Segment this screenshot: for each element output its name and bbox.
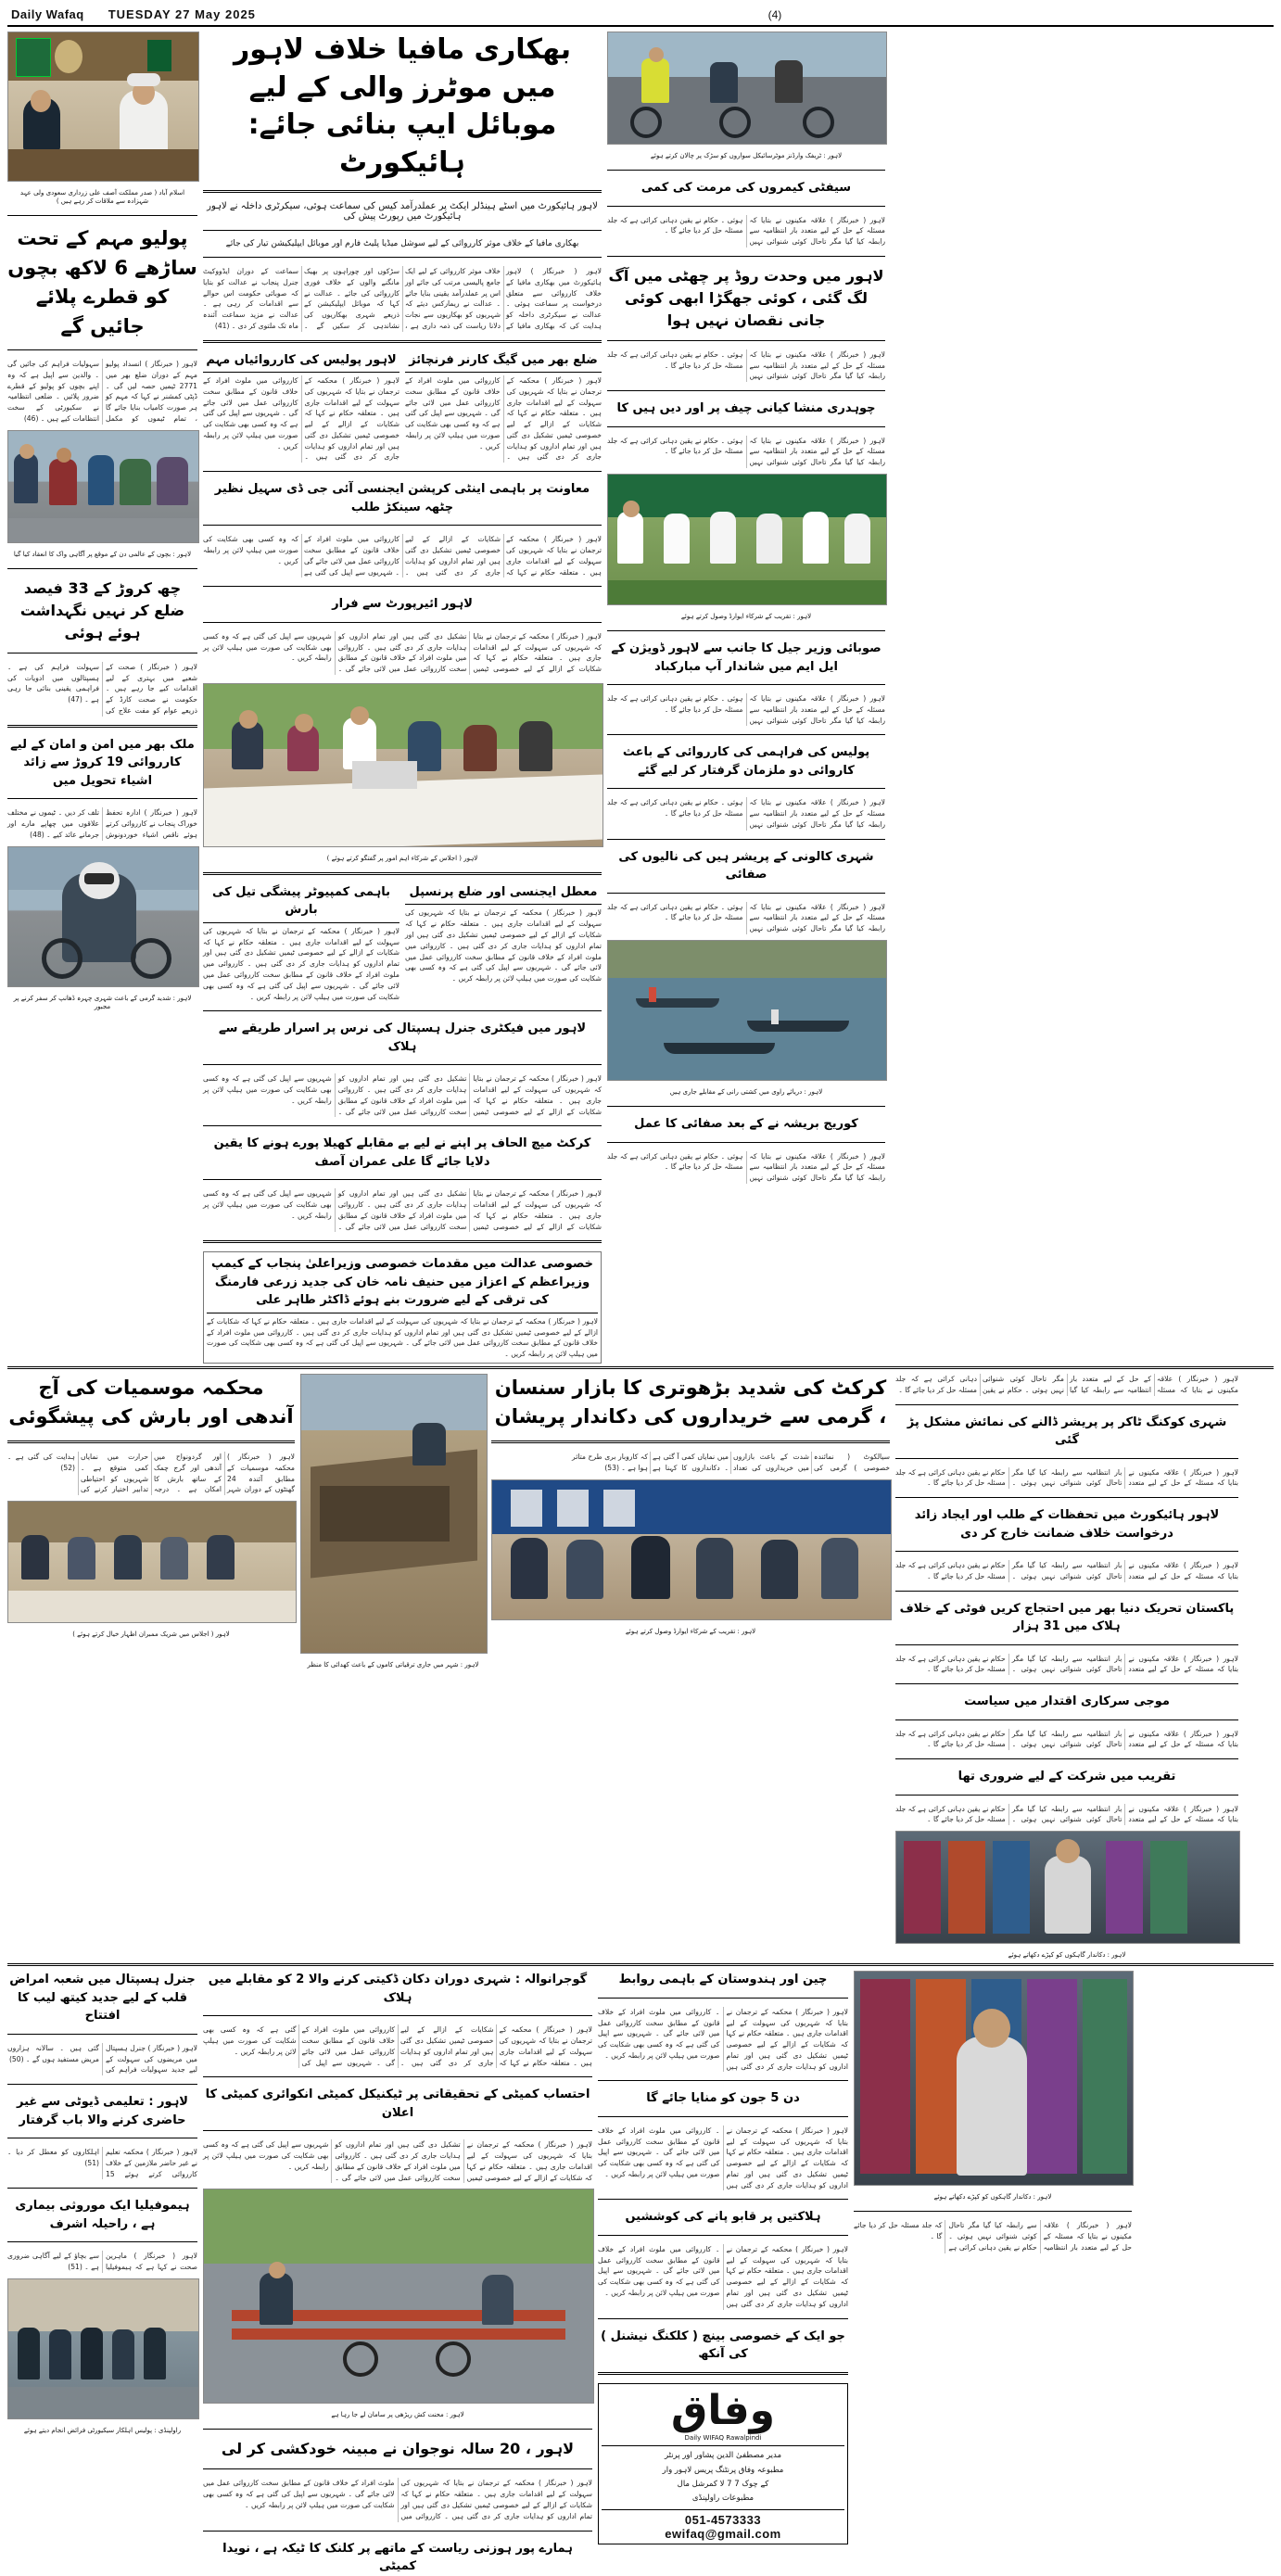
caption-cloth-seller: لاہور : دکاندار گاہکوں کو کپڑے دکھاتے ہوئے — [933, 2193, 1052, 2202]
photo-traffic-wardens — [607, 32, 887, 145]
photo-cloth-seller — [854, 1971, 1134, 2186]
article-rain: لاہور ( خبرنگار ) محکمہ کے ترجمان نے بتایا کہ شہریوں کی سہولت کے لیے اقدامات جاری ہیں ۔ متعلقہ حکام نے کہا کہ شکایات کے ازالے کے لیے خصوصی ٹیمیں تشکیل دی گئی ہیں اور تمام اداروں کو ہدایات جاری کر دی گئی ہیں ۔ کارروائی میں ملوث افراد کے خلاف قانون کے مطابق سخت کارروائی عمل میں لائی جائے گی ۔ شہریوں سے اپیل کی گئی ہے کہ وہ کسی بھی شکایت کی صورت میں ہیلپ لائن پر رابطہ کریں ۔ — [203, 926, 400, 1001]
article-politics: لاہور ( خبرنگار ) علاقہ مکینوں نے بتایا کہ مسئلہ کے حل کے لیے متعدد بار انتظامیہ سے رابطہ کیا گیا مگر تاحال کوئی شنوائی نہیں ہوئی ۔ حکام نے یقین دہانی کرائی ہے کہ جلد مسئلہ حل کر دیا جائے گا ۔ — [895, 1729, 1238, 1749]
article-sanitation: لاہور ( خبرنگار ) علاقہ مکینوں نے بتایا کہ مسئلہ کے حل کے لیے متعدد بار انتظامیہ سے رابطہ کیا گیا مگر تاحال کوئی شنوائی نہیں ہوئی ۔ حکام نے یقین دہانی کرائی ہے کہ جلد مسئلہ حل کر دیا جائے گا ۔ — [607, 902, 885, 933]
imprint-line-3: کے چوک 7 7 لا کمرشل مال — [677, 2479, 769, 2489]
article-airport: لاہور ( خبرنگار ) محکمہ کے ترجمان نے بتایا کہ شہریوں کی سہولت کے لیے اقدامات جاری ہیں ۔ متعلقہ حکام نے کہا کہ شکایات کے ازالے کے لیے خصوصی ٹیمیں تشکیل دی گئی ہیں اور تمام اداروں کو ہدایات جاری کر دی گئی ہیں ۔ کارروائی میں ملوث افراد کے خلاف قانون کے مطابق سخت کارروائی عمل میں لائی جائے گی ۔ شہریوں سے اپیل کی گئی ہے کہ وہ کسی بھی شکایت کی صورت میں ہیلپ لائن پر رابطہ کریں ۔ — [203, 631, 602, 674]
headline-china-india: چین اور ہندوستان کے باہمی روابط — [618, 1973, 828, 1987]
article-china-india: لاہور ( خبرنگار ) محکمہ کے ترجمان نے بتایا کہ شہریوں کی سہولت کے لیے اقدامات جاری ہیں ۔ متعلقہ حکام نے کہا کہ شکایات کے ازالے کے لیے خصوصی ٹیمیں تشکیل دی گئی ہیں اور تمام اداروں کو ہدایات جاری کر دی گئی ہیں ۔ کارروائی میں ملوث افراد کے خلاف قانون کے مطابق سخت کارروائی عمل میں لائی جائے گی ۔ شہریوں سے اپیل کی گئی ہے کہ وہ کسی بھی شکایت کی صورت میں ہیلپ لائن پر رابطہ کریں ۔ — [598, 2007, 848, 2071]
headline-principal: معطل ایجنسی اور ضلع پرنسپل — [409, 884, 598, 899]
bottom-mid-column — [203, 1971, 592, 2575]
wafaq-logo-sub: Daily WIFAQ Rawalpindi — [684, 2433, 762, 2442]
imprint-line-2: مطبوعہ وفاق پرنٹنگ پریس لاہور وار — [662, 2465, 784, 2475]
headline-accountability: احتساب کمیٹی کے تحقیقاتی پر ٹیکنیکل کمیٹی انکوائری کمیٹی کا اعلان — [205, 2087, 590, 2120]
contact-phone[interactable]: 051-4573333 — [684, 2512, 762, 2527]
caption-biker: لاہور : شدید گرمی کے باعث شہری چہرہ ڈھانپ کر سفر کرنے پر مجبور — [13, 994, 192, 1010]
caption-awareness-walk: لاہور : بچوں کے عالمی دن کے موقع پر آگاہی واک کا انعقاد کیا گیا — [13, 550, 192, 558]
caption-excavation: لاہور : شہر میں جاری ترقیاتی کاموں کے باعث کھدائی کا منظر — [307, 1660, 479, 1669]
article-franchise: لاہور ( خبرنگار ) محکمہ کے ترجمان نے بتایا کہ شہریوں کی سہولت کے لیے اقدامات جاری ہیں ۔ متعلقہ حکام نے کہا کہ شکایات کے ازالے کے لیے خصوصی ٹیمیں تشکیل دی گئی ہیں اور تمام اداروں کو ہدایات جاری کر دی گئی ہیں ۔ کارروائی میں ملوث افراد کے خلاف قانون کے مطابق سخت کارروائی عمل میں لائی جائے گی ۔ شہریوں سے اپیل کی گئی ہے کہ وہ کسی بھی شکایت کی صورت میں ہیلپ لائن پر رابطہ کریں ۔ — [405, 376, 602, 462]
caption-award-ceremony: لاہور : تقریب کے شرکاء ایوارڈ وصول کرتے ہوئے — [625, 1627, 756, 1635]
masthead — [7, 6, 1274, 27]
article-citizens: لاہور ( خبرنگار ) علاقہ مکینوں نے بتایا کہ مسئلہ کے حل کے لیے متعدد بار انتظامیہ سے رابطہ کیا گیا مگر تاحال کوئی شنوائی نہیں ہوئی ۔ حکام نے یقین دہانی کرائی ہے کہ جلد مسئلہ حل کر دیا جائے گا ۔ — [607, 1151, 885, 1183]
bottom-section — [7, 1971, 1274, 2575]
headline-airport: لاہور ائیرپورٹ سے فرار — [332, 597, 473, 612]
headline-nurse: لاہور میں فیکٹری جنرل ہسپتال کی نرس پر اسرار طریقے سے ہلاک — [218, 1022, 587, 1054]
photo-boat-race — [607, 940, 887, 1081]
headline-sanitation: شہری کالونی کے پریشر ہیں کی نالیوں کی صفائی — [618, 849, 874, 882]
article-hemophilia: لاہور ( خبرنگار ) ماہرین صحت نے کہا ہے کہ ہیموفیلیا سے بچاؤ کے لیے آگاہی ضروری ہے ۔ (51) — [7, 2252, 197, 2272]
article-nurse: لاہور ( خبرنگار ) محکمہ کے ترجمان نے بتایا کہ شہریوں کی سہولت کے لیے اقدامات جاری ہیں ۔ متعلقہ حکام نے کہا کہ شکایات کے ازالے کے لیے خصوصی ٹیمیں تشکیل دی گئی ہیں اور تمام اداروں کو ہدایات جاری کر دی گئی ہیں ۔ کارروائی میں ملوث افراد کے خلاف قانون کے مطابق سخت کارروائی عمل میں لائی جائے گی ۔ شہریوں سے اپیل کی گئی ہے کہ وہ کسی بھی شکایت کی صورت میں ہیلپ لائن پر رابطہ کریں ۔ — [203, 1074, 602, 1116]
photo-table-meeting — [203, 683, 603, 847]
article-protest: لاہور ( خبرنگار ) علاقہ مکینوں نے بتایا کہ مسئلہ کے حل کے لیے متعدد بار انتظامیہ سے رابطہ کیا گیا مگر تاحال کوئی شنوائی نہیں ہوئی ۔ حکام نے یقین دہانی کرائی ہے کہ جلد مسئلہ حل کر دیا جائے گا ۔ — [895, 1654, 1238, 1674]
imprint-block — [598, 2383, 848, 2544]
article-health-body: لاہور ( خبرنگار ) صحت کے شعبے میں بہتری کے لیے اقدامات کیے جا رہے ہیں ۔ حکومت نے صحت کارڈ کے ذریعے عوام کو مفت علاج کی سہولت فراہم کی ہے ۔ ہسپتالوں میں ادویات کی فراہمی یقینی بنائی جا رہی ہے ۔ (47) — [7, 662, 197, 715]
lead-headline: بھکاری مافیا خلاف لاہور میں موٹرز والی کے لیے موبائل ایپ بنائی جائے: ہائیکورٹ — [233, 33, 572, 179]
lead-subhead: لاہور ہائیکورٹ میں اسٹے ہینڈلر ایکٹ پر عملدرآمد کیس کی سماعت ہوئی، سیکرٹری داخلہ نے لاہور ہائیکورٹ میں رپورٹ پیش کی — [207, 201, 598, 222]
article-law-order-body: لاہور ( خبرنگار ) ادارہ تحفظ خوراک پنجاب نے کارروائی کرتے ہوئے ناقص اشیاء خوردونوش تلف کر دیں ۔ ٹیموں نے مختلف علاقوں میں چھاپے مارے اور جرمانے عائد کیے ۔ (48) — [7, 808, 197, 839]
imprint-column — [598, 1971, 848, 2575]
photo-police-line — [7, 2278, 199, 2419]
article-suicide: لاہور ( خبرنگار ) محکمہ کے ترجمان نے بتایا کہ شہریوں کی سہولت کے لیے اقدامات جاری ہیں ۔ متعلقہ حکام نے کہا کہ شکایات کے ازالے کے لیے خصوصی ٹیمیں تشکیل دی گئی ہیں اور تمام اداروں کو ہدایات جاری کر دی گئی ہیں ۔ کارروائی میں ملوث افراد کے خلاف قانون کے مطابق سخت کارروائی عمل میں لائی جائے گی ۔ شہریوں سے اپیل کی گئی ہے کہ وہ کسی بھی شکایت کی صورت میں ہیلپ لائن پر رابطہ کریں ۔ — [203, 2479, 592, 2520]
photo-cloth-shop — [895, 1831, 1240, 1944]
lead-body: لاہور ( خبرنگار ) لاہور ہائیکورٹ میں بھکاری مافیا کے خلاف کارروائی سے متعلق درخواست پر سماعت ہوئی ۔ عدالت نے سیکرٹری داخلہ کو ہدایت کی کہ بھکاری مافیا کے خلاف موثر کارروائی کے لیے ایک جامع پالیسی مرتب کی جائے اور اس پر عملدرآمد یقینی بنایا جائے ۔ عدالت نے ریمارکس دیئے کہ شہریوں کو بھکاریوں سے نجات دلانا ریاست کی ذمہ داری ہے ، سڑکوں اور چوراہوں پر بھیک مانگنے والوں کے خلاف فوری کارروائی کی جائے ۔ عدالت نے کہا کہ موبائل ایپلیکیشن کے ذریعے شہری بھکاریوں کی نشاندہی کر سکیں گے ۔ سماعت کے دوران ایڈووکیٹ جنرل پنجاب نے عدالت کو بتایا کہ صوبائی حکومت اس حوالے سے اقدامات کر رہی ہے ۔ عدالت نے مزید سماعت آئندہ ماہ تک ملتوی کر دی ۔ (41) — [203, 267, 602, 330]
headline-franchise: ضلع بھر میں گیگ کارنر فرنچائز — [409, 352, 598, 367]
headline-chaudhry: چوہدری منشا کیانی چیف پر اور دیں ہیں کا — [616, 401, 876, 416]
article-polio-body: لاہور ( خبرنگار ) انسداد پولیو مہم کے دوران ضلع بھر میں 2771 ٹیمیں حصہ لیں گی ۔ ڈپٹی کمشنر نے کہا کہ مہم کو ہر صورت کامیاب بنایا جائے گا ، تمام ٹیموں کو مکمل سہولیات فراہم کی جائیں گی ۔ والدین سے اپیل ہے کہ وہ اپنے بچوں کو پولیو کے قطرے ضرور پلائیں ۔ ضلعی انتظامیہ نے سکیورٹی کے سخت انتظامات کیے ہیں ۔ (46) — [7, 360, 197, 424]
bottom-right-column — [854, 1971, 1132, 2575]
article-market: سیالکوٹ ( نمائندہ خصوصی ) گرمی کی شدت کے باعث بازاروں میں خریداروں کی تعداد میں نمایاں کمی آ گئی ہے ۔ دکانداروں کا کہنا ہے کہ کاروبار بری طرح متاثر ہوا ہے ۔ (53) — [572, 1452, 890, 1472]
imprint-line-1: مدیر مصطفیٰ الدین پشاور اور پرنٹر — [664, 2451, 782, 2461]
headline-rain: باہمی کمپیوٹر پیشگی تیل کی بارش — [212, 884, 390, 918]
headline-special-court: خصوصی عدالت میں مقدمات خصوصی وزیراعلیٰ پنجاب کے کیمپ وزیراعظم کے اعزاز میں حنیف نامہ خان کی جدید زرعی فارمنگ کی ترقی کے لیے ضرورت بنے ہوئے ڈاکٹر طاہر علی — [210, 1257, 594, 1308]
headline-fire: لاہور میں وحدت روڈ پر چھٹی میں آگ لگ گئی ، کوئی جھگڑا ابھی کوئی جانی نقصان نہیں ہوا — [608, 266, 884, 329]
photo-biker — [7, 846, 199, 987]
photo-award-ceremony — [491, 1479, 892, 1620]
article-deaths-control: لاہور ( خبرنگار ) محکمہ کے ترجمان نے بتایا کہ شہریوں کی سہولت کے لیے اقدامات جاری ہیں ۔ متعلقہ حکام نے کہا کہ شکایات کے ازالے کے لیے خصوصی ٹیمیں تشکیل دی گئی ہیں اور تمام اداروں کو ہدایات جاری کر دی گئی ہیں ۔ کارروائی میں ملوث افراد کے خلاف قانون کے مطابق سخت کارروائی عمل میں لائی جائے گی ۔ شہریوں سے اپیل کی گئی ہے کہ وہ کسی بھی شکایت کی صورت میں ہیلپ لائن پر رابطہ کریں ۔ — [598, 2244, 848, 2308]
headline-health: چھ کروڑ کے 33 فیصد ضلع کر نہیں نگہداشت ہوئے ہوئی — [19, 578, 185, 641]
market-column — [491, 1374, 890, 1961]
article-special-court: لاہور ( خبرنگار ) محکمہ کے ترجمان نے بتایا کہ شہریوں کی سہولت کے لیے اقدامات جاری ہیں ۔ متعلقہ حکام نے کہا کہ شکایات کے ازالے کے لیے خصوصی ٹیمیں تشکیل دی گئی ہیں اور تمام اداروں کو ہدایات جاری کر دی گئی ہیں ۔ کارروائی میں ملوث افراد کے خلاف قانون کے مطابق سخت کارروائی عمل میں لائی جائے گی ۔ شہریوں سے اپیل کی گئی ہے کہ وہ کسی بھی شکایت کی صورت میں ہیلپ لائن پر رابطہ کریں ۔ — [207, 1316, 598, 1359]
headline-cath-lab: جنرل ہسپتال میں شعبہ امراض قلب کے لیے جدید کیتھ لیب کا افتتاح — [9, 1973, 196, 2024]
headline-teacher-arrest: لاہور : تعلیمی ڈیوٹی سے غیر حاضری کرنے والا باب گرفتار — [17, 2095, 188, 2127]
headline-protest: پاکستان تحریک دنیا بھر میں احتجاج کریں فوٹی کے خلاف ہلاک میں 31 ہزار — [899, 1601, 1235, 1634]
headline-weather: محکمہ موسمیات کی آج آندھی اور بارش کی پیشگوئی — [8, 1376, 294, 1428]
article-accountability: لاہور ( خبرنگار ) محکمہ کے ترجمان نے بتایا کہ شہریوں کی سہولت کے لیے اقدامات جاری ہیں ۔ متعلقہ حکام نے کہا کہ شکایات کے ازالے کے لیے خصوصی ٹیمیں تشکیل دی گئی ہیں اور تمام اداروں کو ہدایات جاری کر دی گئی ہیں ۔ کارروائی میں ملوث افراد کے خلاف قانون کے مطابق سخت کارروائی عمل میں لائی جائے گی ۔ شہریوں سے اپیل کی گئی ہے کہ وہ کسی بھی شکایت کی صورت میں ہیلپ لائن پر رابطہ کریں ۔ — [203, 2140, 592, 2182]
article-gujranwala: لاہور ( خبرنگار ) محکمہ کے ترجمان نے بتایا کہ شہریوں کی سہولت کے لیے اقدامات جاری ہیں ۔ متعلقہ حکام نے کہا کہ شکایات کے ازالے کے لیے خصوصی ٹیمیں تشکیل دی گئی ہیں اور تمام اداروں کو ہدایات جاری کر دی گئی ہیں ۔ کارروائی میں ملوث افراد کے خلاف قانون کے مطابق سخت کارروائی عمل میں لائی جائے گی ۔ شہریوں سے اپیل کی گئی ہے کہ وہ کسی بھی شکایت کی صورت میں ہیلپ لائن پر رابطہ کریں ۔ — [203, 2025, 592, 2067]
headline-day-june: دن 5 جون کو منایا جائے گا — [646, 2091, 800, 2106]
article-anticorruption: لاہور ( خبرنگار ) محکمہ کے ترجمان نے بتایا کہ شہریوں کی سہولت کے لیے اقدامات جاری ہیں ۔ متعلقہ حکام نے کہا کہ شکایات کے ازالے کے لیے خصوصی ٹیمیں تشکیل دی گئی ہیں اور تمام اداروں کو ہدایات جاری کر دی گئی ہیں ۔ کارروائی میں ملوث افراد کے خلاف قانون کے مطابق سخت کارروائی عمل میں لائی جائے گی ۔ شہریوں سے اپیل کی گئی ہے کہ وہ کسی بھی شکایت کی صورت میں ہیلپ لائن پر رابطہ کریں ۔ — [203, 535, 602, 577]
issue-date: TUESDAY 27 May 2025 — [108, 7, 256, 21]
article-arrest: لاہور ( خبرنگار ) علاقہ مکینوں نے بتایا کہ مسئلہ کے حل کے لیے متعدد بار انتظامیہ سے رابطہ کیا گیا مگر تاحال کوئی شنوائی نہیں ہوئی ۔ حکام نے یقین دہانی کرائی ہے کہ جلد مسئلہ حل کر دیا جائے گا ۔ — [607, 798, 885, 829]
article-police-action: لاہور ( خبرنگار ) محکمہ کے ترجمان نے بتایا کہ شہریوں کی سہولت کے لیے اقدامات جاری ہیں ۔ متعلقہ حکام نے کہا کہ شکایات کے ازالے کے لیے خصوصی ٹیمیں تشکیل دی گئی ہیں اور تمام اداروں کو ہدایات جاری کر دی گئی ہیں ۔ کارروائی میں ملوث افراد کے خلاف قانون کے مطابق سخت کارروائی عمل میں لائی جائے گی ۔ شہریوں سے اپیل کی گئی ہے کہ وہ کسی بھی شکایت کی صورت میں ہیلپ لائن پر رابطہ کریں ۔ — [203, 376, 400, 462]
article-cooking: لاہور ( خبرنگار ) علاقہ مکینوں نے بتایا کہ مسئلہ کے حل کے لیے متعدد بار انتظامیہ سے رابطہ کیا گیا مگر تاحال کوئی شنوائی نہیں ہوئی ۔ حکام نے یقین دہانی کرائی ہے کہ جلد مسئلہ حل کر دیا جائے گا ۔ — [895, 1467, 1238, 1488]
headline-cooking: شہری کوکنگ ٹاکر پر پریشر ڈالنے کی نمائش مشکل پڑ گئی — [907, 1415, 1227, 1448]
article-minister: لاہور ( خبرنگار ) علاقہ مکینوں نے بتایا کہ مسئلہ کے حل کے لیے متعدد بار انتظامیہ سے رابطہ کیا گیا مگر تاحال کوئی شنوائی نہیں ہوئی ۔ حکام نے یقین دہانی کرائی ہے کہ جلد مسئلہ حل کر دیا جائے گا ۔ — [607, 694, 885, 725]
caption-police-line: راولپنڈی : پولیس اہلکار سیکیورٹی فرائض انجام دیتے ہوئے — [23, 2426, 182, 2434]
contact-email[interactable]: ewifaq@gmail.com — [665, 2526, 781, 2541]
left-column — [7, 32, 197, 1364]
headline-polio: پولیو مہم کے تحت ساڑھے 6 لاکھ بچوں کو قطرے پلائے جائیں گے — [7, 227, 197, 337]
headline-arrest: پولیس کی فراہمی کی کارروائی کے باعث کاروائی دو ملزمان گرفتار کر لیے گئے — [622, 745, 870, 778]
lead-column — [203, 32, 602, 1364]
caption-cart: لاہور : محنت کش ریڑھی پر سامان لے جا رہا ہے — [331, 2411, 464, 2419]
right-column — [607, 32, 885, 1364]
lead-kicker: بھکاری مافیا کے خلاف موثر کارروائی کے لیے سوشل میڈیا پلیٹ فارم اور موبائل ایپلیکیشن تیار کی جائے — [225, 239, 579, 248]
photo-group-award — [607, 474, 887, 605]
dig-photo-column — [300, 1374, 486, 1961]
article-cath-lab: لاہور ( خبرنگار ) جنرل ہسپتال میں مریضوں کی سہولت کے لیے جدید سہولیات فراہم کی گئی ہیں ۔ سالانہ ہزاروں مریض مستفید ہوں گے ۔ (50) — [7, 2043, 197, 2075]
caption-cloth-shop: لاہور : دکاندار گاہکوں کو کپڑے دکھاتے ہوئے — [1008, 1951, 1126, 1960]
caption-boat-race: لاہور : دریائے راوی میں کشتی رانی کے مقابلے جاری ہیں — [669, 1087, 823, 1096]
right-lower-column — [895, 1374, 1238, 1961]
caption-table-meeting: لاہور ( اجلاس کے شرکاء اہم امور پر گفتگو کرتے ہوئے ) — [326, 854, 478, 862]
article-teacher-arrest: لاہور ( خبرنگار ) محکمہ تعلیم نے غیر حاضر ملازمین کے خلاف کارروائی کرتے ہوئے 15 اہلکاروں کو معطل کر دیا ۔ (51) — [7, 2148, 197, 2178]
photo-assembly — [7, 1501, 297, 1623]
headline-police-action: لاہور پولیس کی کارروائیاں مہم — [206, 352, 397, 367]
top-section — [7, 32, 1274, 1364]
paper-name: Daily Wafaq — [11, 7, 84, 21]
article-day-june: لاہور ( خبرنگار ) محکمہ کے ترجمان نے بتایا کہ شہریوں کی سہولت کے لیے اقدامات جاری ہیں ۔ متعلقہ حکام نے کہا کہ شکایات کے ازالے کے لیے خصوصی ٹیمیں تشکیل دی گئی ہیں اور تمام اداروں کو ہدایات جاری کر دی گئی ہیں ۔ کارروائی میں ملوث افراد کے خلاف قانون کے مطابق سخت کارروائی عمل میں لائی جائے گی ۔ شہریوں سے اپیل کی گئی ہے کہ وہ کسی بھی شکایت کی صورت میں ہیلپ لائن پر رابطہ کریں ۔ — [598, 2126, 848, 2189]
bottom-left-column — [7, 1971, 197, 2575]
article-ceremony: لاہور ( خبرنگار ) علاقہ مکینوں نے بتایا کہ مسئلہ کے حل کے لیے متعدد بار انتظامیہ سے رابطہ کیا گیا مگر تاحال کوئی شنوائی نہیں ہوئی ۔ حکام نے یقین دہانی کرائی ہے کہ جلد مسئلہ حل کر دیا جائے گا ۔ — [895, 1804, 1238, 1824]
article-fire: لاہور ( خبرنگار ) علاقہ مکینوں نے بتایا کہ مسئلہ کے حل کے لیے متعدد بار انتظامیہ سے رابطہ کیا گیا مگر تاحال کوئی شنوائی نہیں ہوئی ۔ حکام نے یقین دہانی کرائی ہے کہ جلد مسئلہ حل کر دیا جائے گا ۔ — [607, 349, 885, 381]
headline-politics: موجی سرکاری اقتدار میں سیاست — [964, 1694, 1170, 1709]
article-bottom-right: لاہور ( خبرنگار ) علاقہ مکینوں نے بتایا کہ مسئلہ کے حل کے لیے متعدد بار انتظامیہ سے رابطہ کیا گیا مگر تاحال کوئی شنوائی نہیں ہوئی ۔ حکام نے یقین دہانی کرائی ہے کہ جلد مسئلہ حل کر دیا جائے گا ۔ — [854, 2221, 1132, 2252]
photo-cart — [203, 2189, 594, 2404]
headline-safety-cameras: سیفٹی کیمروں کی مرمت کی کمی — [640, 181, 852, 196]
middle-section — [7, 1374, 1274, 1961]
headline-law-order: ملک بھر میں امن و امان کے لیے کارروائی 19 کروڑ سے زائد اشیاء تحویل میں — [10, 737, 195, 788]
article-right-lower: لاہور ( خبرنگار ) علاقہ مکینوں نے بتایا کہ مسئلہ کے حل کے لیے متعدد بار انتظامیہ سے رابطہ کیا گیا مگر تاحال کوئی شنوائی نہیں ہوئی ۔ حکام نے یقین دہانی کرائی ہے کہ جلد مسئلہ حل کر دیا جائے گا ۔ — [895, 1374, 1238, 1394]
article-chaudhry: لاہور ( خبرنگار ) علاقہ مکینوں نے بتایا کہ مسئلہ کے حل کے لیے متعدد بار انتظامیہ سے رابطہ کیا گیا مگر تاحال کوئی شنوائی نہیں ہوئی ۔ حکام نے یقین دہانی کرائی ہے کہ جلد مسئلہ حل کر دیا جائے گا ۔ — [607, 436, 885, 467]
wafaq-logo: وفاق — [670, 2386, 776, 2434]
caption-traffic-wardens: لاہور : ٹریفک وارڈنز موٹرسائیکل سواروں کو سڑک پر چالان کرتے ہوئے — [650, 152, 843, 159]
headline-highcourt-bail: لاہور ہائیکورٹ میں تحفظات کے طلب اور ایجاد زائد درخواست خلاف ضمانت خارج کر دی — [914, 1508, 1220, 1541]
headline-state-tika: ہمارے پور ہوزنی ریاست کے ماتھے پر کلنک کا ٹیکہ ہے ، نویدا کمیٹی — [222, 2541, 573, 2574]
headline-deaths-control: ہلاکتیں پر قابو پانے کی کوششیں — [625, 2210, 821, 2225]
photo-saudi-meeting — [7, 32, 199, 182]
headline-citizens: کوریج بریشہ نے کے بعد صفائی کا عمل — [634, 1117, 858, 1132]
article-principal: لاہور ( خبرنگار ) محکمہ کے ترجمان نے بتایا کہ شہریوں کی سہولت کے لیے اقدامات جاری ہیں ۔ متعلقہ حکام نے کہا کہ شکایات کے ازالے کے لیے خصوصی ٹیمیں تشکیل دی گئی ہیں اور تمام اداروں کو ہدایات جاری کر دی گئی ہیں ۔ کارروائی میں ملوث افراد کے خلاف قانون کے مطابق سخت کارروائی عمل میں لائی جائے گی ۔ شہریوں سے اپیل کی گئی ہے کہ وہ کسی بھی شکایت کی صورت میں ہیلپ لائن پر رابطہ کریں ۔ — [405, 908, 602, 983]
article-highcourt-bail: لاہور ( خبرنگار ) علاقہ مکینوں نے بتایا کہ مسئلہ کے حل کے لیے متعدد بار انتظامیہ سے رابطہ کیا گیا مگر تاحال کوئی شنوائی نہیں ہوئی ۔ حکام نے یقین دہانی کرائی ہے کہ جلد مسئلہ حل کر دیا جائے گا ۔ — [895, 1561, 1238, 1580]
article-safety-cameras: لاہور ( خبرنگار ) علاقہ مکینوں نے بتایا کہ مسئلہ کے حل کے لیے متعدد بار انتظامیہ سے رابطہ کیا گیا مگر تاحال کوئی شنوائی نہیں ہوئی ۔ حکام نے یقین دہانی کرائی ہے کہ جلد مسئلہ حل کر دیا جائے گا ۔ — [607, 215, 885, 247]
caption-assembly: لاہور ( اجلاس میں شریک ممبران اظہار خیال کرتے ہوئے ) — [72, 1631, 230, 1639]
headline-market: کرکٹ کی شدید بڑھوتری کا بازار سنسان ، گرمی سے خریداروں کی دکاندار پریشان — [494, 1376, 887, 1428]
caption-saudi-meeting: اسلام آباد ( صدر مملکت آصف علی زرداری سعودی ولی عہد شہزادہ سے ملاقات کر رہے ہیں ) — [19, 189, 185, 206]
headline-hemophilia: ہیموفیلیا ایک موروثی بیماری ہے ، راحیلہ اشرف — [15, 2199, 190, 2231]
article-weather: لاہور ( خبرنگار ) محکمہ موسمیات کے مطابق آئندہ 24 گھنٹوں کے دوران شہر اور گردونواح میں آندھی اور گرج چمک کے ساتھ بارش کا امکان ہے ۔ درجہ حرارت میں نمایاں کمی متوقع ہے ۔ شہریوں کو احتیاطی تدابیر اختیار کرنے کی ہدایت کی گئی ہے ۔ (52) — [7, 1452, 295, 1494]
photo-awareness-walk — [7, 430, 199, 543]
page-number: (4) — [767, 7, 782, 21]
headline-suicide: لاہور ، 20 سالہ نوجوان نے مبینہ خودکشی کر لی — [221, 2440, 575, 2458]
headline-cricket: کرکٹ میچ الحاف پر اپنے نے لیے بے مقابلے کھیلا پورے ہونے کا یقین دلایا جائے گا علی عمران آصف — [213, 1136, 591, 1169]
weather-column — [7, 1374, 295, 1961]
imprint-line-4: مطبوعات راولپنڈی — [691, 2494, 755, 2504]
caption-group-award: لاہور : تقریب کے شرکاء ایوارڈ وصول کرتے ہوئے — [680, 612, 812, 620]
headline-ceremony: تقریب میں شرکت کے لیے ضروری تھا — [958, 1770, 1176, 1784]
article-cricket: لاہور ( خبرنگار ) محکمہ کے ترجمان نے بتایا کہ شہریوں کی سہولت کے لیے اقدامات جاری ہیں ۔ متعلقہ حکام نے کہا کہ شکایات کے ازالے کے لیے خصوصی ٹیمیں تشکیل دی گئی ہیں اور تمام اداروں کو ہدایات جاری کر دی گئی ہیں ۔ کارروائی میں ملوث افراد کے خلاف قانون کے مطابق سخت کارروائی عمل میں لائی جائے گی ۔ شہریوں سے اپیل کی گئی ہے کہ وہ کسی بھی شکایت کی صورت میں ہیلپ لائن پر رابطہ کریں ۔ — [203, 1189, 602, 1231]
headline-minister: صوبائی وزیر جیل کا جانب سے لاہور ڈویژن کے ایل ایم میں شاندار آپ مبارکباد — [611, 641, 881, 674]
headline-anticorruption: معاونت پر باہمی اینٹی کرپشن ایجنسی آئی جی ڈی سہیل نظیر چٹھہ سینکڑ طلب — [214, 482, 590, 514]
photo-excavation — [300, 1374, 488, 1654]
headline-gujranwala: گوجرانوالہ : شہری دوران دکان ڈکیتی کرنے والا 2 کو مقابلے میں ہلاک — [208, 1973, 588, 2005]
headline-bench: جو ایک کے خصوصی بینچ ( کلکنگ نیشنل ) کی آنکھ — [601, 2329, 845, 2362]
